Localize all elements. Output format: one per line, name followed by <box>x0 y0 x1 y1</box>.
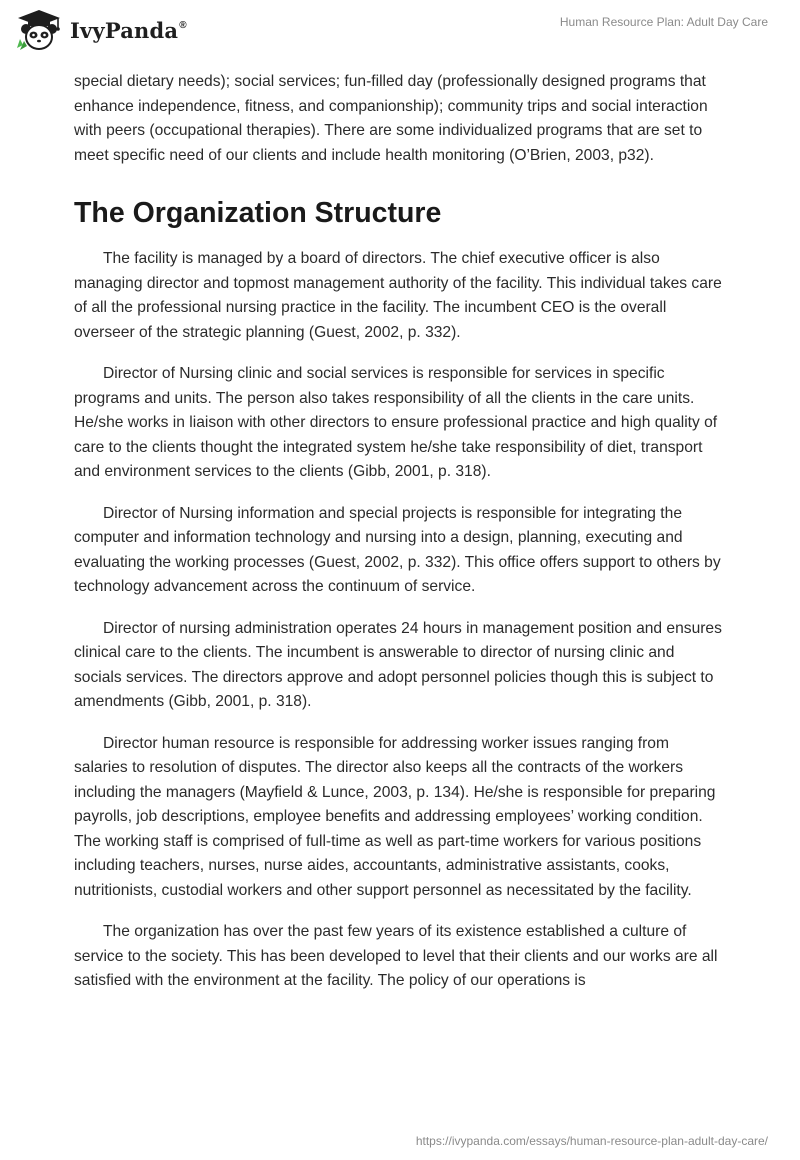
logo-text <box>70 18 187 43</box>
registered-mark: ® <box>179 19 187 31</box>
document-title: Human Resource Plan: Adult Day Care <box>559 15 768 29</box>
essay-content <box>74 70 726 1011</box>
ivypanda-logo[interactable] <box>14 8 187 52</box>
page-header <box>0 0 800 64</box>
paragraph-director-information: Director of Nursing information and special projects is responsible for integrating the computer and information technology and nursing into a design, planning, executing and evaluating the working processes (Guest, 2002, p. 332). This office offers support to others by technology advancement across the continuum of service. <box>74 504 721 595</box>
paragraph-director-clinic: Director of Nursing clinic and social services is responsible for services in specific programs and units. The person also takes responsibility of all the clients in the care units. He/she works in liaison with other directors to ensure professional practice and high quality of care to the clients thought the integrated system he/she take responsibility of diet, transport and environment services to the clients (Gibb, 2001, p. 318). <box>74 365 718 480</box>
section-heading: The Organization Structure <box>74 197 442 229</box>
intro-paragraph: special dietary needs); social services; fun-filled day (professionally designed programs that enhance independence, fitness, and companionship); community trips and social interaction with peers (occupational therapies). There are some individualized programs that are set to meet specific need of our clients and include health monitoring (O’Brien, 2003, p32). <box>74 73 708 164</box>
paragraph-director-hr: Director human resource is responsible for addressing worker issues ranging from salaries to resolution of disputes. The director also keeps all the contracts of the workers including the managers (Mayfield & Lunce, 2003, p. 134). He/she is responsible for preparing payrolls, job descriptions, employee benefits and addressing employees’ working condition. The working staff is comprised of full-time as well as part-time workers for various positions including teachers, nurses, nurse aides, accountants, administrative assistants, cooks, nutritionists, custodial workers and other support personnel as necessitated by the facility. <box>74 734 716 899</box>
panda-graduate-icon <box>14 8 64 52</box>
paragraph-director-administration: Director of nursing administration operates 24 hours in management position and ensures clinical care to the clients. The incumbent is answerable to director of nursing clinic and socials services. The directors approve and adopt personnel policies though this is subject to amendments (Gibb, 2001, p. 318). <box>74 619 722 710</box>
source-url-link[interactable]: https://ivypanda.com/essays/human-resource-plan-adult-day-care/ <box>415 1134 768 1148</box>
paragraph-culture: The organization has over the past few years of its existence established a culture of service to the society. This has been developed to level that their clients and our works are all satisfied with the environment at the facility. The policy of our operations is <box>74 923 718 989</box>
paragraph-ceo: The facility is managed by a board of directors. The chief executive officer is also managing director and topmost management authority of the facility. This individual takes care of all the professional nursing practice in the facility. The incumbent CEO is the overall overseer of the strategic planning (Guest, 2002, p. 332). <box>74 250 722 341</box>
logo-name: IvyPanda <box>70 17 179 43</box>
